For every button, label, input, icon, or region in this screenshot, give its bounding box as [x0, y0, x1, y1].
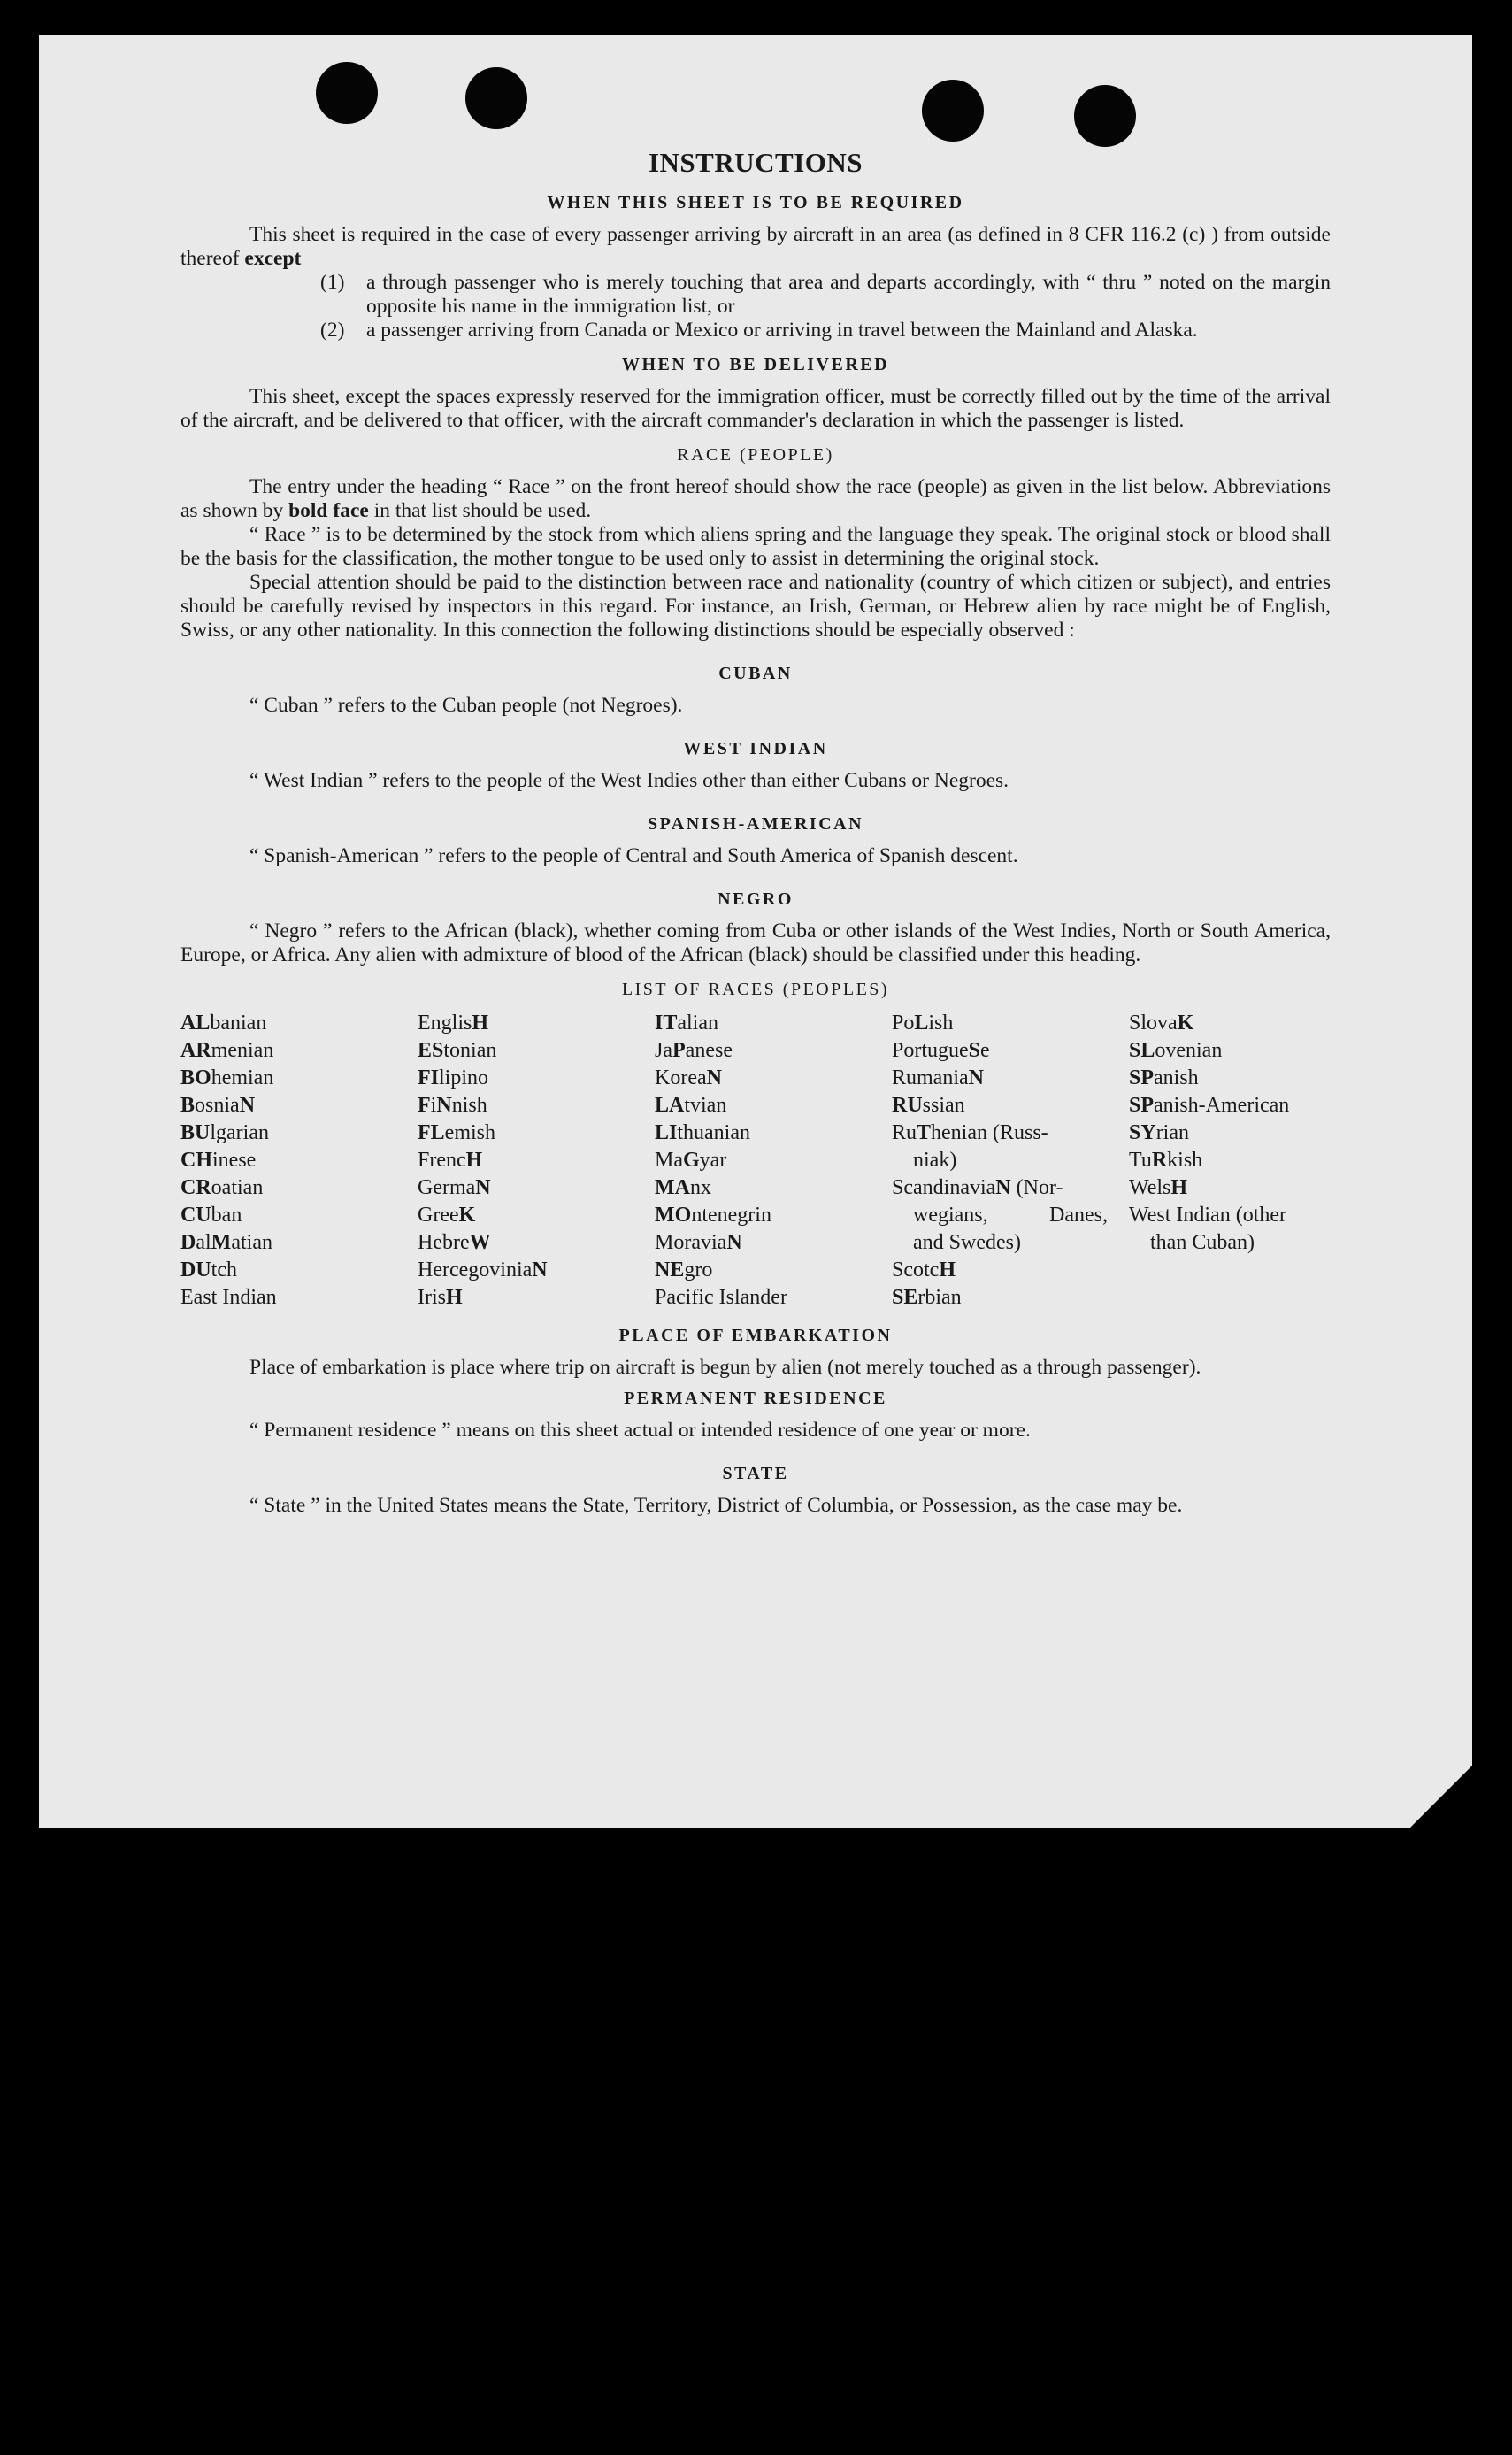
race-entry: KoreaN [655, 1066, 722, 1089]
race-entry: MoraviaN [655, 1231, 742, 1254]
race-entry: than Cuban) [1150, 1231, 1255, 1254]
para-race-2: “ Race ” is to be determined by the stock from which aliens spring and the language they speak. The original stock or blood shall be the basis for the classification, the mother tongue to be used only to assist in determining the original stock. [180, 523, 1331, 570]
race-entry: and Swedes) [913, 1231, 1021, 1254]
race-entry: SPanish-American [1129, 1094, 1290, 1117]
races-col-1 [180, 1010, 418, 1312]
race-entry: IrisH [418, 1286, 463, 1309]
races-col-5 [1129, 1010, 1366, 1312]
race-entry: FiNnish [418, 1094, 487, 1117]
race-entry: TuRkish [1129, 1149, 1203, 1172]
instructions-content [180, 145, 1331, 1518]
punch-hole-2 [465, 67, 527, 129]
race-entry: ALbanian [180, 1012, 267, 1035]
race-entry: BUlgarian [180, 1121, 269, 1144]
race-entry: RUssian [892, 1094, 965, 1117]
document-sheet [39, 35, 1472, 1828]
race-entry: HebreW [418, 1231, 491, 1254]
race-entry: EnglisH [418, 1012, 489, 1035]
punch-hole-3 [922, 80, 984, 142]
race-entry: FIlipino [418, 1066, 489, 1089]
race-entry: FLemish [418, 1121, 495, 1144]
race-entry: Pacific Islander [655, 1286, 787, 1309]
race-entry: SLovenian [1129, 1039, 1223, 1062]
race-entry: PortugueSe [892, 1039, 990, 1062]
race-entry: ARmenian [180, 1039, 274, 1062]
para-when-required: This sheet is required in the case of every passenger arriving by aircraft in an area (as defined in 8 CFR 116.2 (c) ) from outside thereof except [180, 223, 1331, 270]
races-col-4 [892, 1010, 1129, 1312]
race-entry: SYrian [1129, 1121, 1189, 1144]
race-entry: ScotcH [892, 1258, 956, 1281]
para-spanish-american: “ Spanish-American ” refers to the people of Central and South America of Spanish descent. [249, 844, 1018, 867]
races-table [180, 1010, 1331, 1312]
race-entry: BOhemian [180, 1066, 274, 1089]
para-negro: “ Negro ” refers to the African (black), whether coming from Cuba or other islands of the West Indies, North or South America, Europe, or Africa. Any alien with admixture of blood of the African (black) should be classified under this heading. [180, 920, 1331, 966]
race-entry: MAnx [655, 1176, 711, 1199]
heading-embarkation: PLACE OF EMBARKATION [618, 1326, 893, 1345]
race-entry: WelsH [1129, 1176, 1188, 1199]
para-cuban: “ Cuban ” refers to the Cuban people (not Negroes). [249, 694, 683, 717]
heading-west-indian: WEST INDIAN [683, 739, 828, 758]
race-entry: RumaniaN [892, 1066, 984, 1089]
race-entry: NEgro [655, 1258, 713, 1281]
race-entry: East Indian [180, 1286, 277, 1309]
punch-hole-1 [316, 62, 378, 124]
race-entry: RuThenian (Russ- [892, 1121, 1048, 1144]
race-entry: CRoatian [180, 1176, 264, 1199]
heading-permanent-residence: PERMANENT RESIDENCE [624, 1389, 887, 1408]
race-entry: HercegoviniaN [418, 1258, 548, 1281]
race-entry: PoLish [892, 1012, 954, 1035]
race-entry: JaPanese [655, 1039, 733, 1062]
race-entry: West Indian (other [1129, 1204, 1287, 1227]
race-entry: wegians, Danes, [913, 1204, 1108, 1227]
para-when-delivered: This sheet, except the spaces expressly reserved for the immigration officer, must be correctly filled out by the time of the arrival of the aircraft, and be delivered to that officer, with the aircraft commander's declaration in which the passenger is listed. [180, 385, 1331, 432]
race-entry: EStonian [418, 1039, 497, 1062]
heading-state: STATE [722, 1464, 789, 1483]
heading-spanish-american: SPANISH-AMERICAN [647, 814, 864, 834]
race-entry: niak) [913, 1149, 957, 1172]
race-entry: SPanish [1129, 1066, 1199, 1089]
race-entry: FrencH [418, 1149, 483, 1172]
heading-race: RACE (PEOPLE) [677, 445, 834, 465]
para-race-1: The entry under the heading “ Race ” on the front hereof should show the race (people) as given in the list below. Abbreviations as shown by bold face in that list should be used. [180, 475, 1331, 522]
race-entry: LIthuanian [655, 1121, 750, 1144]
races-col-3 [655, 1010, 892, 1312]
race-entry: CUban [180, 1204, 242, 1227]
para-state: “ State ” in the United States means the State, Territory, District of Columbia, or Possession, as the case may be. [249, 1494, 1183, 1517]
para-permanent-residence: “ Permanent residence ” means on this sheet actual or intended residence of one year or more. [249, 1419, 1031, 1442]
heading-when-required: WHEN THIS SHEET IS TO BE REQUIRED [547, 193, 964, 212]
race-entry: DalMatian [180, 1231, 272, 1254]
heading-when-delivered: WHEN TO BE DELIVERED [621, 355, 890, 374]
races-col-2 [418, 1010, 655, 1312]
race-entry: GermaN [418, 1176, 491, 1199]
race-entry: ScandinaviaN (Nor- [892, 1176, 1063, 1199]
race-entry: SErbian [892, 1286, 962, 1309]
race-entry: MOntenegrin [655, 1204, 771, 1227]
race-entry: DUtch [180, 1258, 237, 1281]
race-entry: MaGyar [655, 1149, 727, 1172]
race-entry: GreeK [418, 1204, 476, 1227]
page-title: INSTRUCTIONS [648, 147, 863, 178]
heading-list-of-races: LIST OF RACES (PEOPLES) [621, 980, 890, 999]
exception-1: (1) a through passenger who is merely touching that area and departs accordingly, with “ thru ” noted on the margin opposite his name in the immigration list, or [320, 271, 1331, 318]
race-entry: LAtvian [655, 1094, 727, 1117]
heading-cuban: CUBAN [718, 664, 793, 683]
race-entry: CHinese [180, 1149, 257, 1172]
para-west-indian: “ West Indian ” refers to the people of the West Indies other than either Cubans or Negroes. [249, 769, 1009, 792]
para-embarkation: Place of embarkation is place where trip on aircraft is begun by alien (not merely touched as a through passenger). [249, 1356, 1201, 1379]
race-entry: BosniaN [180, 1094, 256, 1117]
punch-hole-4 [1074, 85, 1136, 147]
torn-corner [1410, 1766, 1472, 1828]
para-race-3: Special attention should be paid to the distinction between race and nationality (country of which citizen or subject), and entries should be carefully revised by inspectors in this regard. For instance, an Irish, German, or Hebrew alien by race might be of English, Swiss, or any other nationality. In this connection the following distinctions should be especially observed : [180, 571, 1331, 642]
heading-negro: NEGRO [718, 889, 794, 909]
race-entry: ITalian [655, 1012, 718, 1035]
exception-2: (2) a passenger arriving from Canada or Mexico or arriving in travel between the Mainland and Alaska. [320, 319, 1198, 342]
race-entry: SlovaK [1129, 1012, 1194, 1035]
